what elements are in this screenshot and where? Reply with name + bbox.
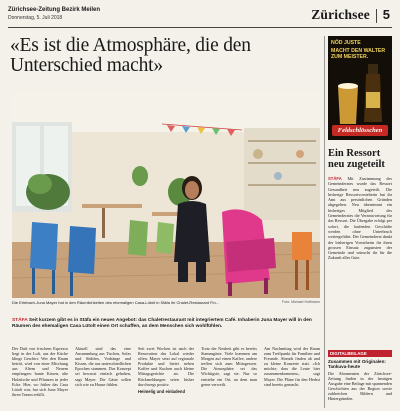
section-title: Zürichsee (311, 7, 370, 22)
issue-date: Donnerstag, 5. Juli 2018 (8, 15, 63, 21)
article-lead (12, 318, 320, 330)
column-text: Aktuell sind das eine Ansammlung aus Tischen, Sofas und Stühlen, Vorhänge und Kissen, die aus unterschiedlichen Epochen stammen. Das Konzept sei bewusst einfach gehalten, sagt Mayer. Die Gäste sollen sich wie zu Hause fühlen. (75, 346, 131, 387)
photo-credit: Foto: Michael Hoffmann (281, 300, 320, 304)
masthead (8, 6, 392, 28)
beer-advertisement[interactable] (328, 36, 392, 140)
cafe-interior-illustration (12, 92, 320, 298)
column-text: Am Nachmittag wird der Raum zum Treffpunkt für Familien und Freunde. Abends finden ab und zu kleine Konzerte statt. «Ich möchte, dass die Leute hier zusammenkommen», sagt Mayer. Die Pläne für den Herbst sind bereits gemacht. (264, 346, 320, 387)
sidebar-headline: Ein Ressort neu zugeteilt (328, 148, 385, 170)
digital-headline: Zusammen mit Originalen: Tankuva-heute (328, 359, 386, 370)
sidebar-body (328, 176, 392, 344)
ad-line-2: MACHT DEN WALTER ZUM MEISTER. (331, 48, 386, 60)
photo-caption-text: Die Erlebach-Juna Mayer hat in den Räumlichkeiten des ehemaligen Casa-Lütolt in Stäfa ihr Chalet-Restaurant Fin... (12, 300, 219, 305)
column-divider (324, 36, 325, 408)
article-column-4 (201, 346, 257, 408)
article-column-5 (264, 346, 320, 408)
article-body (12, 346, 320, 408)
lead-kicker: STÄFA (12, 318, 28, 323)
column-text: Trotz der Neuheit gibt es bereits Stammgäste. Viele kommen am Morgen auf einen Kaffee, andere treffen sich zum Mittagessen. Die Atmosphäre sei das Wichtigste, sagt sie. Nur so entstehe ein Ort, an dem man gerne verweilt. (201, 346, 257, 387)
digital-label: DIGITALBEILAGE (328, 350, 392, 357)
digital-body: Die Abonnenten der Zürichsee-Zeitung finden in der heutigen Ausgabe eine Beilage mit spannenden Geschichten aus der Region sowie zahlreichen Bildern und Hintergründen. (328, 371, 392, 402)
ad-brand-logo: Feldschlösschen (332, 125, 388, 136)
masthead-divider (376, 9, 377, 23)
article-column-3 (138, 346, 194, 408)
column-text: Der Duft von frischem Espresso liegt in der Luft, aus der Küche klingt Geschirr. Wer den Raum betritt, wird von einer Mischung aus Altem und Neuem empfangen: bunte Kissen, alte Holztische und Pflanzen in jeder Ecke. Hier, wo früher das Casa Lütolt war, hat sich Juna Mayer ihren Traum erfüllt. (12, 346, 68, 397)
article-column-1 (12, 346, 68, 408)
ad-line-1: NÖD JUSTE (331, 40, 361, 46)
sidebar-kicker: STÄFA (328, 176, 342, 181)
article-photo (12, 92, 320, 298)
newspaper-name: Zürichsee-Zeitung Bezirk Meilen (8, 7, 101, 13)
column-text: Seit zwei Wochen ist nach der Renovation das Lokal wieder offen. Mayer setzt auf regionale Produkte und bietet neben Kaffee und Kuchen auch kleine Mittagsgerichte an. Die Rückmeldungen seien bisher durchwegs positiv. (138, 346, 194, 387)
page-number: 5 (382, 7, 390, 22)
photo-caption (12, 300, 320, 305)
article-column-2 (75, 346, 131, 408)
sidebar-text: Mit Zustimmung des Gemeinderates wurde das Ressort Gesundheit neu zugeteilt. Die bisherige Ressortvorsteherin hat ihr Amt aus persönlichen Gründen abgegeben. Neu übernimmt ein bisheriges Mitglied des Gemeinderates die Verantwortung für das Ressort. Die Übergabe erfolgt per sofort, die laufenden Geschäfte werden ohne Unterbruch weitergeführt. Der Gemeinderat dankt der bisherigen Vorsteherin für ihren grossen Einsatz zugunsten der Gemeinde und wünscht ihr für die Zukunft alles Gute. (328, 176, 392, 261)
column-subhead: Heimelig und einladend (138, 388, 185, 394)
lead-text: Seit kurzem gibt es in Stäfa ein neues Angebot: das Chaletrestaurant mit integriertem Café. Inhaberin Juna Mayer will in den Räumen des ehemaligen Casa Lütolt einen Ort schaffen, an dem Menschen sich wohlfühlen. (12, 318, 312, 329)
article-headline: «Es ist die Atmosphäre, die den Unterschied macht» (10, 35, 251, 76)
